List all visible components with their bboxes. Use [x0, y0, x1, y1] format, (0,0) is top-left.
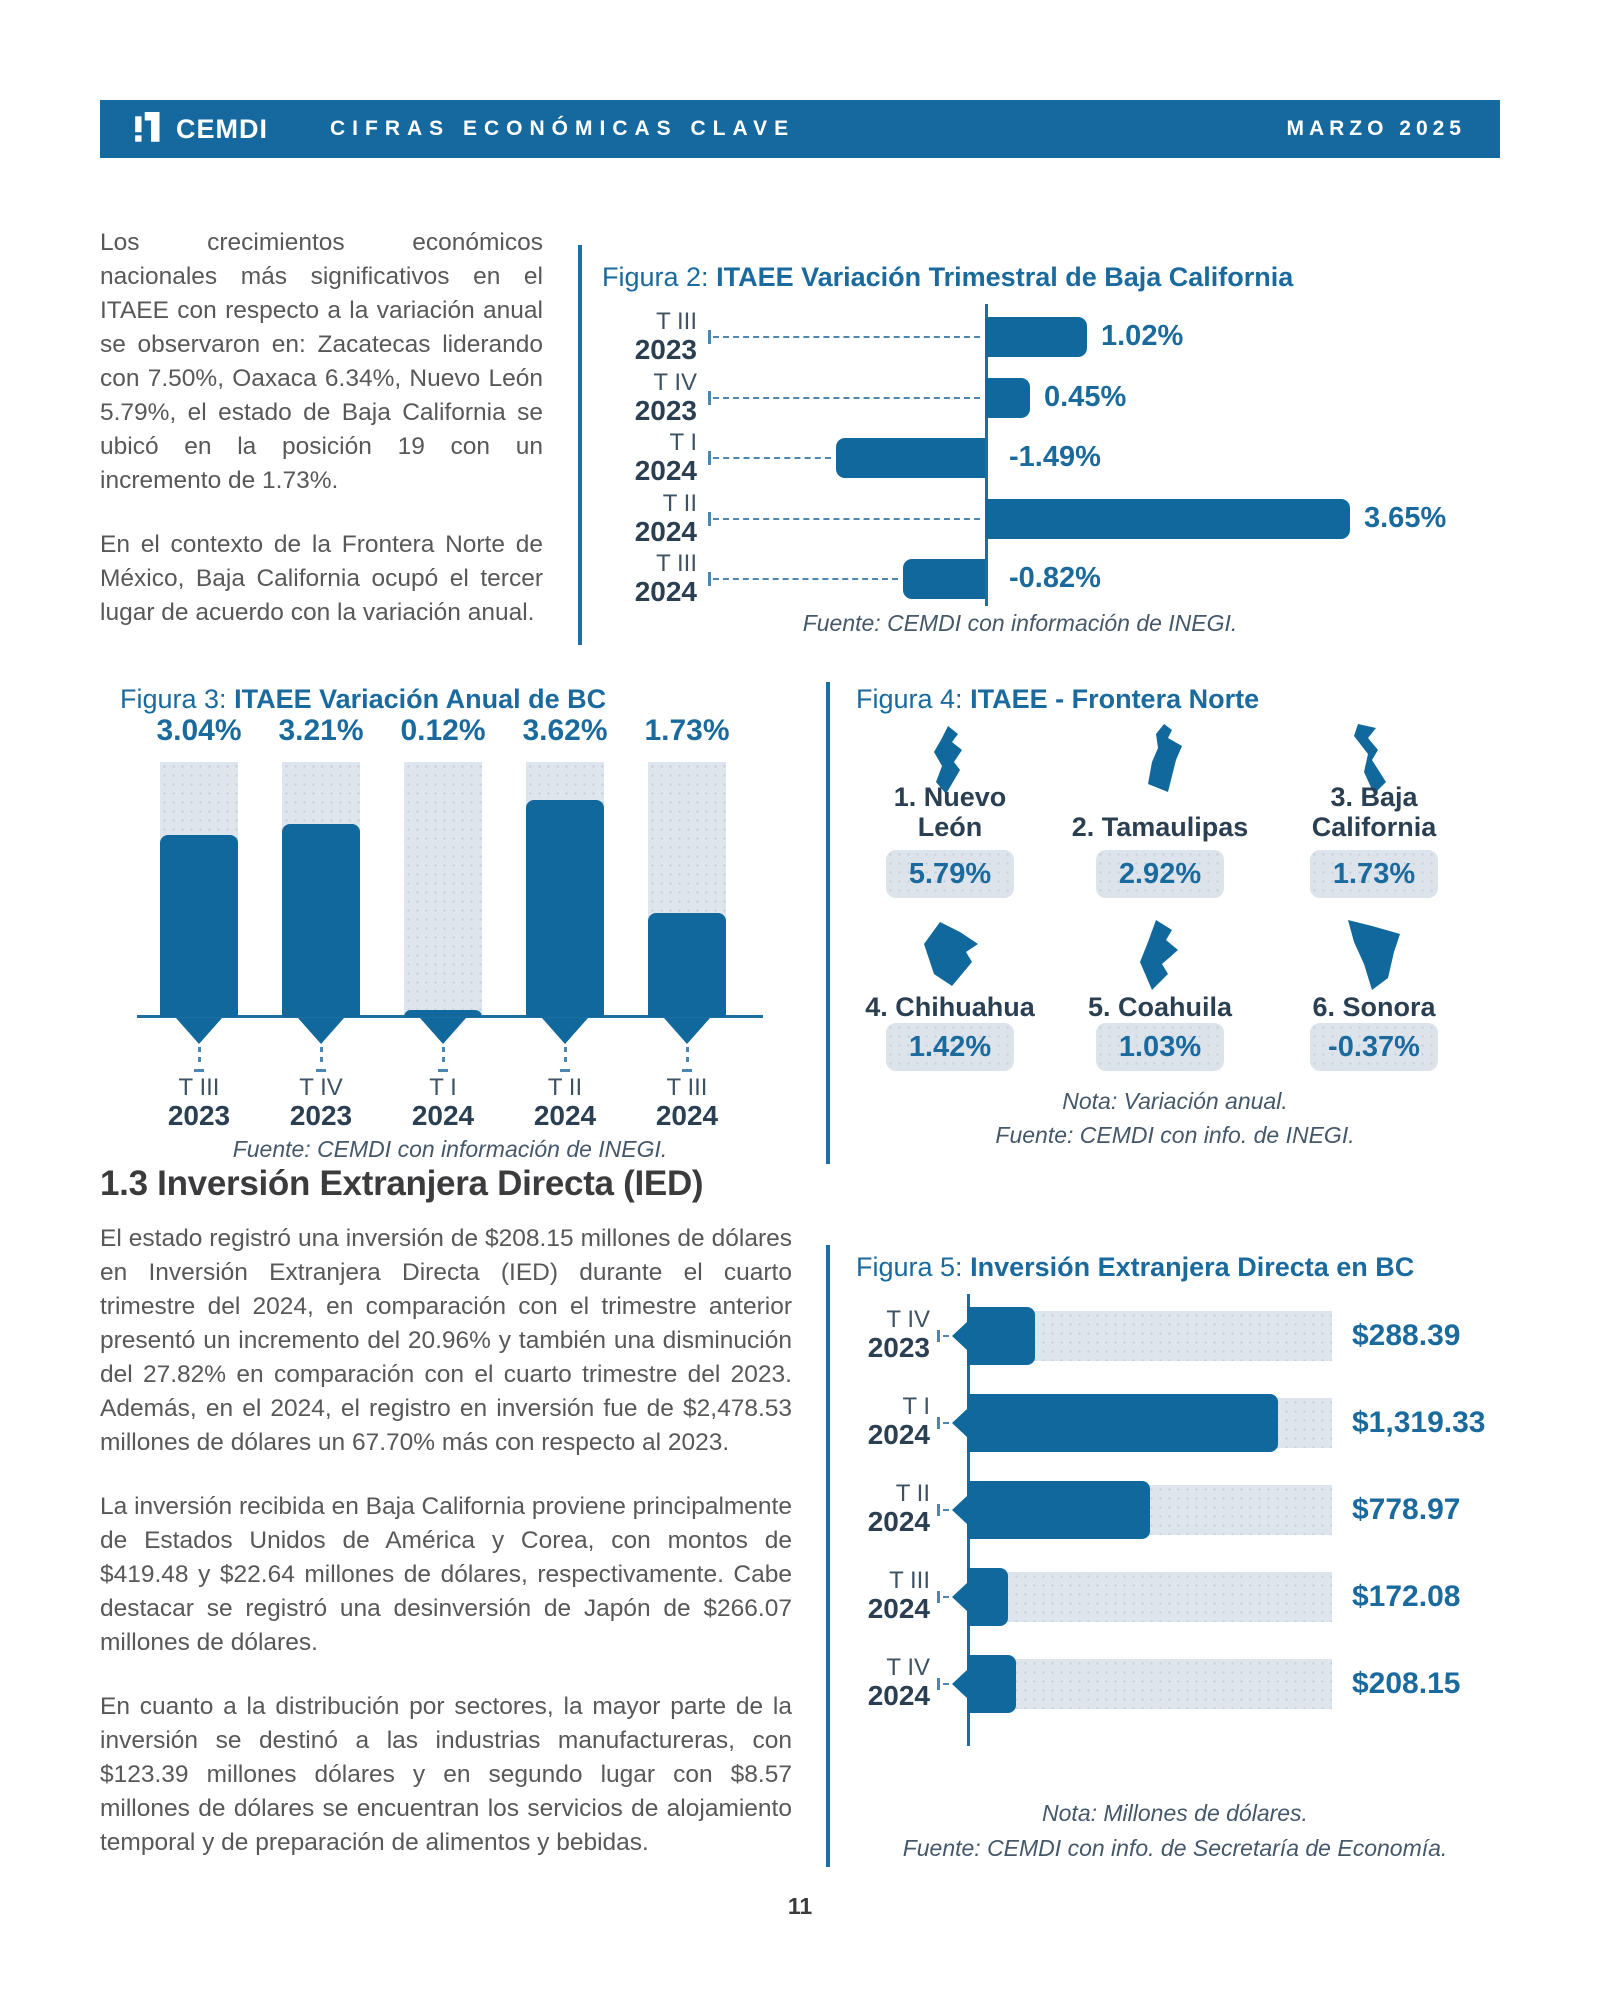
fig5-value-label: $1,319.33	[1352, 1406, 1486, 1439]
fig2-bar	[985, 499, 1350, 539]
fig4-value-pill: 5.79%	[886, 850, 1014, 898]
fig4-state-name-line: 2. Tamaulipas	[1071, 812, 1249, 842]
fig4-state-name	[855, 782, 1045, 842]
fig3-bar	[404, 1010, 482, 1017]
fig3-bar	[282, 824, 360, 1017]
figure3-chart	[110, 712, 790, 1182]
fig3-pointer-triangle	[420, 1018, 466, 1044]
fig4-state-name	[855, 980, 1045, 1022]
fig2-value-label: -0.82%	[1009, 562, 1101, 594]
figure5-chart	[835, 1292, 1535, 1762]
header-bar	[100, 100, 1500, 158]
fig4-state-name-line: 1. Nuevo	[893, 782, 1007, 812]
fig4-state-name-line: 6. Sonora	[1312, 992, 1436, 1022]
fig5-quarter-label: T III	[889, 1567, 930, 1594]
section-text	[100, 1222, 792, 1890]
fig3-quarter-label: T II	[547, 1074, 583, 1101]
fig5-bar	[967, 1394, 1278, 1452]
fig5-category-label	[835, 1394, 930, 1450]
fig2-year-label: 2024	[634, 455, 697, 486]
section-paragraph-1: El estado registró una inversión de $208.15 millones de dólares en Inversión Extranjera Directa (IED) durante el cuarto trimestre del 2024, en comparación con el trimestre anterior presentó un incremento del 20.96% y también una disminución del 27.82% en comparación con el cuarto trimestre del 2023. Además, en el 2024, el registro en inversión fue de $2,478.53 millones de dólares un 67.70% más con respecto al 2023.	[100, 1225, 792, 1456]
fig5-bar-arrow	[952, 1322, 967, 1350]
figure4-divider	[826, 682, 830, 1164]
fig4-state-name	[1279, 980, 1469, 1022]
figure5-title	[856, 1252, 1414, 1283]
fig3-category-label	[260, 1075, 382, 1131]
fig4-value-pill: 2.92%	[1096, 850, 1224, 898]
fig2-year-label: 2023	[634, 394, 697, 426]
fig5-value-label: $208.15	[1352, 1667, 1461, 1700]
fig2-leader-line	[713, 336, 980, 338]
fig2-leader-line	[713, 578, 898, 580]
fig5-bar-background	[967, 1572, 1332, 1622]
figure2-source: Fuente: CEMDI con información de INEGI.	[802, 610, 1238, 636]
fig3-leader-tick	[194, 1069, 204, 1072]
fig3-category-label	[504, 1075, 626, 1131]
figure5-label: Figura 5:	[856, 1252, 963, 1282]
fig5-category-label	[835, 1655, 930, 1711]
fig2-bar	[985, 317, 1087, 357]
fig5-bar-background	[967, 1659, 1332, 1709]
fig3-leader-dash	[442, 1047, 445, 1067]
fig4-state-name	[1065, 980, 1255, 1022]
figure2-chart	[600, 300, 1447, 612]
fig4-state-name	[1065, 800, 1255, 842]
figure2-title-text: ITAEE Variación Trimestral de Baja California	[716, 262, 1294, 292]
fig5-bar-arrow	[952, 1409, 967, 1437]
fig4-state-name-line: León	[917, 812, 983, 842]
fig2-tick	[708, 512, 711, 526]
fig3-value-label: 3.21%	[278, 714, 364, 747]
fig2-leader-line	[713, 518, 980, 520]
fig3-quarter-label: T I	[429, 1074, 457, 1101]
fig2-category-label	[600, 551, 697, 607]
fig2-category-label	[600, 430, 697, 486]
fig5-quarter-label: T I	[902, 1393, 930, 1420]
fig2-value-label: 0.45%	[1044, 380, 1127, 413]
fig3-pointer-triangle	[664, 1018, 710, 1044]
fig5-bar	[967, 1655, 1016, 1713]
fig3-category-label	[626, 1075, 748, 1131]
fig3-bar	[526, 800, 604, 1017]
fig3-value-label: 1.73%	[644, 714, 730, 747]
fig3-leader-dash	[686, 1047, 689, 1067]
fig5-year-label: 2023	[867, 1332, 930, 1363]
state-shape-tamaulipas-icon	[1128, 724, 1192, 796]
fig5-year-label: 2024	[867, 1680, 930, 1711]
figure5-title-text: Inversión Extranjera Directa en BC	[970, 1252, 1415, 1282]
section-paragraph-2: La inversión recibida en Baja California proviene principalmente de Estados Unidos de América y Corea, con montos de $419.48 y $22.64 millones de dólares, respectivamente. Cabe destacar se registró una desinversión de Japón de $266.07 millones de dólares.	[100, 1493, 792, 1656]
fig5-bar	[967, 1307, 1035, 1365]
fig2-tick	[708, 391, 711, 405]
fig5-tick	[937, 1330, 940, 1342]
figure2-divider	[578, 245, 582, 645]
figure3-label: Figura 3:	[120, 684, 227, 714]
fig5-year-label: 2024	[867, 1506, 930, 1537]
figure4-grid	[835, 680, 1515, 1100]
figure2-label: Figura 2:	[602, 262, 709, 292]
fig3-value-label: 3.62%	[522, 714, 608, 747]
fig4-value-pill: -0.37%	[1310, 1023, 1438, 1071]
fig5-value-label: $778.97	[1352, 1493, 1461, 1526]
fig3-leader-dash	[198, 1047, 201, 1067]
figure4-source: Fuente: CEMDI con info. de INEGI.	[995, 1122, 1355, 1148]
section-heading: 1.3 Inversión Extranjera Directa (IED)	[100, 1164, 704, 1203]
fig3-leader-dash	[564, 1047, 567, 1067]
fig2-quarter-label: T II	[662, 489, 697, 517]
fig2-year-label: 2024	[634, 515, 697, 547]
fig2-leader-line	[713, 457, 831, 459]
report-date: MARZO 2025	[1286, 117, 1466, 140]
figure5-note: Nota: Millones de dólares.	[1042, 1800, 1308, 1826]
fig2-tick	[708, 572, 711, 586]
fig3-bar	[160, 835, 238, 1017]
fig5-quarter-label: T IV	[886, 1306, 930, 1333]
fig3-bar-background	[404, 762, 482, 1017]
fig5-bar-arrow	[952, 1583, 967, 1611]
fig2-tick	[708, 330, 711, 344]
fig3-leader-tick	[438, 1069, 448, 1072]
figure4-title-text: ITAEE - Frontera Norte	[970, 684, 1260, 714]
intro-paragraph-2: En el contexto de la Frontera Norte de México, Baja California ocupó el tercer lugar de acuerdo con la variación anual.	[100, 531, 543, 626]
state-shape-holder	[1128, 724, 1192, 796]
fig2-value-label: 1.02%	[1101, 320, 1184, 352]
fig5-quarter-label: T II	[895, 1480, 930, 1507]
fig2-year-label: 2024	[634, 576, 697, 607]
fig2-category-label	[600, 370, 697, 426]
fig5-tick	[937, 1591, 940, 1603]
fig5-bar	[967, 1568, 1008, 1626]
fig5-year-label: 2024	[867, 1419, 930, 1450]
fig5-quarter-label: T IV	[886, 1654, 930, 1681]
fig2-quarter-label: T I	[669, 429, 697, 456]
fig3-leader-tick	[316, 1069, 326, 1072]
fig5-tick	[937, 1417, 940, 1429]
fig2-value-label: -1.49%	[1009, 441, 1101, 473]
fig3-quarter-label: T III	[666, 1074, 708, 1101]
fig4-value-pill: 1.73%	[1310, 850, 1438, 898]
fig5-category-label	[835, 1568, 930, 1624]
fig4-state-name-line: 4. Chihuahua	[865, 992, 1035, 1022]
fig2-bar	[985, 378, 1030, 418]
fig5-category-label	[835, 1307, 930, 1363]
figure4-note: Nota: Variación anual.	[1062, 1088, 1288, 1114]
fig5-bar-arrow	[952, 1496, 967, 1524]
fig2-year-label: 2023	[634, 334, 697, 365]
fig3-year-label: 2023	[167, 1100, 231, 1131]
page-number: 11	[787, 1893, 813, 1919]
fig4-state-name-line: California	[1311, 812, 1437, 842]
section-paragraph-3: En cuanto a la distribución por sectores, la mayor parte de la inversión se destinó a las industrias manufactureras, con $123.39 millones dólares y en segundo lugar con $8.57 millones de dólares se encuentran los servicios de alojamiento temporal y de preparación de alimentos y bebidas.	[100, 1693, 792, 1856]
fig3-year-label: 2024	[411, 1100, 475, 1131]
fig2-value-label: 3.65%	[1364, 501, 1447, 534]
fig3-pointer-triangle	[298, 1018, 344, 1044]
fig5-tick	[937, 1504, 940, 1516]
figure3-source: Fuente: CEMDI con información de INEGI.	[232, 1136, 668, 1162]
fig2-category-label	[600, 309, 697, 365]
fig5-category-label	[835, 1481, 930, 1537]
figure4-label: Figura 4:	[856, 684, 963, 714]
figure5-divider	[826, 1245, 830, 1867]
fig2-quarter-label: T IV	[653, 368, 697, 396]
fig2-category-label	[600, 491, 697, 547]
cemdi-logo-icon	[134, 111, 166, 147]
fig5-year-label: 2024	[867, 1593, 930, 1624]
figure5-source: Fuente: CEMDI con info. de Secretaría de Economía.	[902, 1835, 1448, 1861]
report-title: CIFRAS ECONÓMICAS CLAVE	[330, 117, 796, 140]
fig3-leader-tick	[560, 1069, 570, 1072]
fig3-pointer-triangle	[176, 1018, 222, 1044]
fig2-quarter-label: T III	[656, 308, 697, 335]
logo-text: CEMDI	[176, 113, 268, 144]
fig3-pointer-triangle	[542, 1018, 588, 1044]
fig2-quarter-label: T III	[656, 550, 697, 577]
figure3-title-text: ITAEE Variación Anual de BC	[234, 684, 607, 714]
fig3-category-label	[138, 1075, 260, 1131]
fig5-tick	[937, 1678, 940, 1690]
fig3-leader-tick	[682, 1069, 692, 1072]
fig2-bar	[836, 438, 985, 478]
fig2-leader-line	[713, 397, 980, 399]
fig5-value-label: $172.08	[1352, 1580, 1461, 1613]
fig3-year-label: 2024	[533, 1100, 597, 1131]
fig4-state-name	[1279, 782, 1469, 842]
fig4-value-pill: 1.42%	[886, 1023, 1014, 1071]
fig4-state-name-line: 3. Baja	[1330, 782, 1418, 812]
fig3-category-label	[382, 1075, 504, 1131]
fig5-bar	[967, 1481, 1150, 1539]
fig3-leader-dash	[320, 1047, 323, 1067]
fig3-year-label: 2023	[289, 1100, 353, 1131]
intro-paragraph-1: Los crecimientos económicos nacionales más significativos en el ITAEE con respecto a la variación anual se observaron en: Zacatecas liderando con 7.50%, Oaxaca 6.34%, Nuevo León 5.79%, el estado de Baja California se ubicó en la posición 19 con un incremento de 1.73%.	[100, 229, 543, 494]
fig2-tick	[708, 451, 711, 465]
figure3-title	[120, 684, 606, 715]
cemdi-logo	[134, 111, 268, 147]
fig4-state-name-line: 5. Coahuila	[1087, 992, 1233, 1022]
fig3-quarter-label: T III	[178, 1074, 220, 1101]
fig3-bar	[648, 913, 726, 1017]
fig5-value-label: $288.39	[1352, 1319, 1461, 1352]
fig2-bar	[903, 559, 985, 599]
fig3-quarter-label: T IV	[299, 1074, 343, 1101]
fig3-value-label: 0.12%	[400, 714, 486, 747]
intro-text	[100, 226, 543, 660]
fig3-value-label: 3.04%	[156, 714, 242, 747]
fig3-year-label: 2024	[655, 1100, 719, 1131]
figure2-title	[602, 262, 1293, 293]
fig4-value-pill: 1.03%	[1096, 1023, 1224, 1071]
fig5-bar-arrow	[952, 1670, 967, 1698]
